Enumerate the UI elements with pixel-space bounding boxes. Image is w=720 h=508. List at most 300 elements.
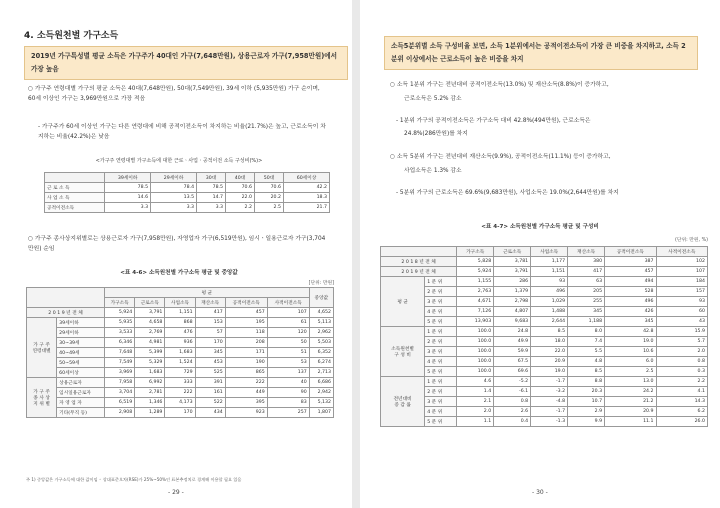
table-row [27, 398, 334, 408]
table-cell: 137 [267, 368, 309, 378]
table-note: 주 1) 중앙값은 가구소득에 대한 값이임 ◦ 상대표준오차(RSE)가 25%~50%인 표본추정치로 경계해 이용할 필요 있음 [26, 477, 242, 482]
table-cell: 5,399 [135, 348, 165, 358]
table-cell: 2.0 [656, 347, 707, 357]
column-header: 30대 [197, 173, 226, 183]
table-cell: 5,828 [457, 257, 494, 267]
table-cell: 171 [225, 348, 267, 358]
paragraph-q1-sub: - 1분위 가구의 공적이전소득은 가구소득 대비 42.8%(494만원), 근로소득은 [396, 118, 591, 124]
table-cell: 70.6 [226, 183, 255, 193]
table-cell: 2.6 [494, 407, 531, 417]
table-cell: 6,346 [105, 338, 135, 348]
column-header: 사업소득 [165, 298, 195, 308]
table-row [27, 358, 334, 368]
table-cell: 195 [225, 318, 267, 328]
table-cell: 10.6 [605, 347, 656, 357]
table-cell: 3.3 [197, 203, 226, 213]
table-cell: 2.5 [255, 203, 284, 213]
summary-box: 2019년 가구특성별 평균 소득은 가구주가 40대인 가구(7,648만원), 상용근로자 가구(7,958만원)에서 가장 높음 [24, 46, 348, 80]
table-cell: 0.3 [656, 367, 707, 377]
table-row [27, 388, 334, 398]
table-cell: 170 [165, 408, 195, 418]
table-cell: 333 [165, 378, 195, 388]
table-cell: 205 [568, 287, 605, 297]
table-cell: 6,274 [309, 358, 333, 368]
table-cell: 6.0 [605, 357, 656, 367]
table-row [27, 378, 334, 388]
table-cell: -4.8 [531, 397, 568, 407]
table-cell: 3,791 [135, 308, 165, 318]
table-cell: 208 [225, 338, 267, 348]
table-cell: 13,903 [457, 317, 494, 327]
table-caption: <표 4-7> 소득원천별 가구소득 평균 및 구성비 [481, 224, 599, 230]
table-cell: 13.0 [605, 377, 656, 387]
table-row [45, 193, 330, 203]
small-caption: <가구주 연령대별 가구소득에 대한 근로ㆍ사업ㆍ공적이전 소득 구성비(%)> [95, 158, 263, 164]
table-cell: 자 영 업 자 [57, 398, 105, 408]
table-cell: 18.3 [284, 193, 330, 203]
table-cell: 380 [568, 257, 605, 267]
table-cell: 19.0 [605, 337, 656, 347]
column-header: 근로소득 [135, 298, 165, 308]
table-cell: 29세이하 [57, 328, 105, 338]
table-cell: 387 [605, 257, 656, 267]
table-row [27, 348, 334, 358]
table-cell: 70.6 [255, 183, 284, 193]
table-cell: 417 [195, 308, 225, 318]
column-header: 29세이하 [151, 173, 197, 183]
table-cell: 222 [225, 378, 267, 388]
table-cell: 5 분 위 [425, 367, 457, 377]
table-cell: 1,177 [531, 257, 568, 267]
table-cell: 395 [225, 398, 267, 408]
paragraph-age: ○ 가구주 연령대별 가구의 평균 소득은 40대(7,648만원), 50대(7,549만원), 39세 이하 (5,935만원) 가구 순이며, 60세 이상인 가구는 3,969만원으로 가장 적음 [28, 86, 320, 102]
table-row [381, 387, 708, 397]
table-cell: 1,807 [309, 408, 333, 418]
table-cell: 5,329 [135, 358, 165, 368]
table-row [27, 408, 334, 418]
table-cell: 21.7 [284, 203, 330, 213]
table-cell: 9.9 [568, 417, 605, 427]
table-cell: 2,962 [309, 328, 333, 338]
table-cell: 5,113 [309, 318, 333, 328]
table-cell: 4.1 [656, 387, 707, 397]
table-cell: 14.6 [105, 193, 151, 203]
column-header: 재산소득 [195, 298, 225, 308]
table-row [381, 327, 708, 337]
table-cell: 2,781 [135, 388, 165, 398]
table-cell: 15.9 [656, 327, 707, 337]
column-header: 가구소득 [105, 298, 135, 308]
table-cell: 107 [267, 308, 309, 318]
table-cell: 14.3 [656, 397, 707, 407]
table-cell: 345 [605, 317, 656, 327]
table-cell: 사 업 소 득 [45, 193, 105, 203]
column-header: 39세이하 [105, 173, 151, 183]
table-cell: 20.3 [568, 387, 605, 397]
table-cell: 11.1 [605, 417, 656, 427]
column-header: 사적이전소득 [656, 247, 707, 257]
table-cell: 기타(무직 등) [57, 408, 105, 418]
table-cell: 1,029 [531, 297, 568, 307]
table-cell: 50 [267, 338, 309, 348]
row-group-label: 소득원천별 구 성 비 [381, 327, 425, 377]
column-header: 40대 [226, 173, 255, 183]
table-cell: 4.8 [568, 357, 605, 367]
right-page [360, 0, 720, 508]
column-header: 50대 [255, 173, 284, 183]
column-header: 중앙값 [309, 288, 333, 308]
table-cell: 7,958 [105, 378, 135, 388]
table-cell: 2,908 [105, 408, 135, 418]
summary-box: 소득5분위별 소득 구성비율 보면, 소득 1분위에서는 공적이전소득이 가장 큰 비중을 차지하고, 소득 2분위 이상에서는 근로소득이 높은 비중을 차지 [384, 36, 698, 70]
quintile-table [380, 246, 708, 427]
table-cell: 6,686 [309, 378, 333, 388]
table-cell: 120 [267, 328, 309, 338]
table-cell: 1,151 [165, 308, 195, 318]
table-cell: 26.0 [656, 417, 707, 427]
table-cell: -1.3 [531, 417, 568, 427]
page-number: - 29 - [168, 489, 184, 496]
table-row [381, 337, 708, 347]
table-cell: 434 [195, 408, 225, 418]
table-cell: 59.9 [494, 347, 531, 357]
table-cell: 53 [267, 358, 309, 368]
table-cell: 729 [165, 368, 195, 378]
table-cell: 457 [605, 267, 656, 277]
table-cell: -5.2 [494, 377, 531, 387]
table-row [27, 308, 334, 318]
table-row [45, 203, 330, 213]
table-cell: 118 [225, 328, 267, 338]
table-cell: 102 [656, 257, 707, 267]
table-cell: 1,188 [568, 317, 605, 327]
table-cell: -1.7 [531, 407, 568, 417]
table-cell: 1 분 위 [425, 327, 457, 337]
income-table [26, 287, 334, 418]
table-cell: 5,924 [105, 308, 135, 318]
table-cell: 5.5 [568, 347, 605, 357]
table-cell: 5,924 [457, 267, 494, 277]
table-cell: 14.7 [197, 193, 226, 203]
table-cell: 457 [225, 308, 267, 318]
table-cell: 8.5 [531, 327, 568, 337]
table-row [27, 318, 334, 328]
table-cell: 1,683 [165, 348, 195, 358]
table-cell: 93 [656, 297, 707, 307]
unit-label: [단위: 만원] [308, 281, 334, 286]
table-row [381, 267, 708, 277]
table-cell: 20.9 [531, 357, 568, 367]
table-row [381, 317, 708, 327]
table-cell: 5.7 [656, 337, 707, 347]
table-cell: 476 [165, 328, 195, 338]
table-cell: 13.5 [151, 193, 197, 203]
row-group-label: 가 구 주 연령대별 [27, 318, 57, 378]
table-cell: 0.8 [494, 397, 531, 407]
table-cell: 255 [568, 297, 605, 307]
table-cell: 100.0 [457, 327, 494, 337]
table-cell: 923 [225, 408, 267, 418]
row-label: 2 0 1 9 년 전 체 [381, 267, 457, 277]
table-cell: 8.5 [568, 367, 605, 377]
table-cell: 60 [656, 307, 707, 317]
table-cell: 1 분 위 [425, 377, 457, 387]
table-cell: 1.4 [457, 387, 494, 397]
table-cell: 184 [656, 277, 707, 287]
table-row [381, 417, 708, 427]
table-cell: 0.8 [656, 357, 707, 367]
table-cell: 4 분 위 [425, 357, 457, 367]
table-cell: 30~39세 [57, 338, 105, 348]
table-row [381, 347, 708, 357]
table-cell: 157 [656, 287, 707, 297]
table-cell: 2.0 [457, 407, 494, 417]
table-cell: 5,935 [105, 318, 135, 328]
table-cell: 상용근로자 [57, 378, 105, 388]
table-cell: 78.5 [197, 183, 226, 193]
table-cell: 39세이하 [57, 318, 105, 328]
row-group-label: 가 구 주 종 사 상 지 위 별 [27, 378, 57, 418]
table-cell: 0.4 [494, 417, 531, 427]
left-page [0, 0, 353, 508]
table-cell: 3.3 [105, 203, 151, 213]
column-header: 공적이전소득 [605, 247, 656, 257]
table-cell: 10.7 [568, 397, 605, 407]
table-cell: 1,488 [531, 307, 568, 317]
page-number: - 30 - [532, 489, 548, 496]
table-row [381, 297, 708, 307]
table-cell: 449 [225, 388, 267, 398]
row-group-label: 전년대비 증 감 률 [381, 377, 425, 427]
table-row [381, 407, 708, 417]
table-cell: 8.0 [568, 327, 605, 337]
table-cell: 5 분 위 [425, 417, 457, 427]
column-header: 가구소득 [457, 247, 494, 257]
table-row [381, 397, 708, 407]
table-cell: -1.7 [531, 377, 568, 387]
table-cell: 936 [165, 338, 195, 348]
table-cell: 865 [225, 368, 267, 378]
table-cell: 2,769 [135, 328, 165, 338]
table-cell: 61 [267, 318, 309, 328]
table-cell: 153 [195, 318, 225, 328]
table-cell: 24.2 [605, 387, 656, 397]
table-cell: 2.5 [605, 367, 656, 377]
table-row [381, 257, 708, 267]
table-cell: 18.0 [531, 337, 568, 347]
table-cell: 496 [605, 297, 656, 307]
table-cell: 69.6 [494, 367, 531, 377]
table-row [27, 328, 334, 338]
table-row [381, 367, 708, 377]
table-cell: 3,969 [105, 368, 135, 378]
row-label: 2 0 1 9 년 전 체 [27, 308, 105, 318]
table-cell: 9,683 [494, 317, 531, 327]
table-cell: 2 분 위 [425, 387, 457, 397]
table-cell: 22.0 [226, 193, 255, 203]
table-cell: 90 [267, 388, 309, 398]
table-cell: 7,549 [105, 358, 135, 368]
table-cell: 49.9 [494, 337, 531, 347]
table-cell: 21.2 [605, 397, 656, 407]
table-cell: 8.8 [568, 377, 605, 387]
row-label: 2 0 1 8 년 전 체 [381, 257, 457, 267]
table-cell: 1,151 [531, 267, 568, 277]
table-cell: 161 [195, 388, 225, 398]
section-title: 4. 소득원천별 가구소득 [24, 31, 119, 41]
table-row [45, 183, 330, 193]
table-cell: 57 [195, 328, 225, 338]
table-cell: 7.4 [568, 337, 605, 347]
table-cell: 391 [195, 378, 225, 388]
table-cell: 190 [225, 358, 267, 368]
table-cell: 42.2 [284, 183, 330, 193]
table-cell: 2,713 [309, 368, 333, 378]
paragraph-q1: ○ 소득 1분위 가구는 전년대비 공적이전소득(13.0%) 및 재산소득(8.8%)이 증가하고, [390, 82, 609, 88]
table-cell: 494 [605, 277, 656, 287]
table-cell: 426 [605, 307, 656, 317]
table-cell: 522 [195, 398, 225, 408]
column-header: 재산소득 [568, 247, 605, 257]
table-cell: 100.0 [457, 357, 494, 367]
table-cell: 3 분 위 [425, 347, 457, 357]
table-cell: 1.1 [457, 417, 494, 427]
table-caption: <표 4-6> 소득원천별 가구소득 평균 및 중앙값 [120, 270, 238, 276]
row-group-label: 평 균 [381, 277, 425, 327]
table-cell: 50~59세 [57, 358, 105, 368]
table-cell: 6.2 [656, 407, 707, 417]
table-cell: 5 분 위 [425, 317, 457, 327]
table-cell: 2,763 [457, 287, 494, 297]
table-cell: 3 분 위 [425, 297, 457, 307]
table-cell: 19.0 [531, 367, 568, 377]
table-cell: 3,704 [105, 388, 135, 398]
column-header: 공적이전소득 [225, 298, 267, 308]
table-cell: 3 분 위 [425, 397, 457, 407]
table-cell: 345 [568, 307, 605, 317]
table-cell: 528 [605, 287, 656, 297]
table-row [381, 287, 708, 297]
table-cell: 4,807 [494, 307, 531, 317]
table-cell: 1,524 [165, 358, 195, 368]
table-cell: 78.4 [151, 183, 197, 193]
table-row [27, 368, 334, 378]
table-cell: 2,798 [494, 297, 531, 307]
table-cell: 63 [568, 277, 605, 287]
paragraph-age-sub: - 가구주가 60세 이상인 가구는 다른 연령대에 비해 공적이전소득이 차지하는 비율(21.7%)은 높고, 근로소득이 차지하는 비율(42.2%)은 낮음 [38, 124, 326, 140]
table-cell: 3,791 [494, 267, 531, 277]
table-cell: 60세이상 [57, 368, 105, 378]
table-row [27, 338, 334, 348]
table-cell: 4,981 [135, 338, 165, 348]
table-cell: 43 [656, 317, 707, 327]
table-row [381, 247, 708, 257]
table-cell: 170 [195, 338, 225, 348]
table-cell: 100.0 [457, 367, 494, 377]
table-cell: 525 [195, 368, 225, 378]
table-cell: 2.2 [656, 377, 707, 387]
table-cell: 1,155 [457, 277, 494, 287]
table-cell: 1,346 [135, 398, 165, 408]
table-cell: 257 [267, 408, 309, 418]
table-cell: 5,503 [309, 338, 333, 348]
column-header: 사업소득 [531, 247, 568, 257]
paragraph-q1-sub-cont: 24.8%(286만원)를 차지 [404, 131, 468, 137]
composition-table [44, 172, 330, 213]
table-cell: 7,126 [457, 307, 494, 317]
table-cell: 22.0 [531, 347, 568, 357]
table-cell: 4,173 [165, 398, 195, 408]
table-cell: 42.8 [605, 327, 656, 337]
paragraph-q1-cont: 근로소득은 5.2% 감소 [404, 96, 462, 102]
table-cell: 67.5 [494, 357, 531, 367]
table-cell: 4 분 위 [425, 407, 457, 417]
table-cell: 453 [195, 358, 225, 368]
table-cell: 83 [267, 398, 309, 408]
table-cell: 4,652 [309, 308, 333, 318]
paragraph-status: ○ 가구주 종사상지위별로는 상용근로자 가구(7,958만원), 자영업자 가구(6,519만원), 임시ㆍ일용근로자 가구(3,704만원) 순임 [28, 236, 326, 252]
table-row [27, 288, 334, 298]
column-header: 60세이상 [284, 173, 330, 183]
table-cell: 222 [165, 388, 195, 398]
table-cell: 2,644 [531, 317, 568, 327]
corner-cell [381, 247, 457, 257]
table-cell: 5,132 [309, 398, 333, 408]
table-cell: 1 분 위 [425, 277, 457, 287]
column-header: 근로소득 [494, 247, 531, 257]
table-row [381, 357, 708, 367]
corner-cell [27, 288, 105, 308]
column-header: 사적이전소득 [267, 298, 309, 308]
table-cell: 286 [494, 277, 531, 287]
table-cell: 3,781 [494, 257, 531, 267]
column-header [45, 173, 105, 183]
table-cell: 2.9 [568, 407, 605, 417]
table-cell: 공적이전소득 [45, 203, 105, 213]
table-cell: 3.3 [151, 203, 197, 213]
table-cell: 20.9 [605, 407, 656, 417]
paragraph-q5-cont: 사업소득은 1.3% 감소 [404, 168, 462, 174]
paragraph-q5-sub: - 5분위 가구의 근로소득은 69.6%(9,683만원), 사업소득은 19.0%(2,644만원)를 차지 [396, 190, 619, 196]
group-header: 평 균 [105, 288, 310, 298]
table-cell: 417 [568, 267, 605, 277]
table-cell: 6,992 [135, 378, 165, 388]
table-cell: 51 [267, 348, 309, 358]
table-cell: 근 로 소 득 [45, 183, 105, 193]
table-cell: 임시일용근로자 [57, 388, 105, 398]
table-cell: 40 [267, 378, 309, 388]
table-cell: 868 [165, 318, 195, 328]
table-cell: -6.1 [494, 387, 531, 397]
paragraph-q5: ○ 소득 5분위 가구는 전년대비 재산소득(9.9%), 공적이전소득(11.1%) 등이 증가하고, [390, 154, 611, 160]
table-cell: 24.8 [494, 327, 531, 337]
table-cell: 1,683 [135, 368, 165, 378]
table-cell: 4,671 [457, 297, 494, 307]
table-cell: 345 [195, 348, 225, 358]
table-cell: 2.2 [226, 203, 255, 213]
table-row [381, 277, 708, 287]
table-cell: 107 [656, 267, 707, 277]
table-row [381, 377, 708, 387]
table-cell: 6,519 [105, 398, 135, 408]
table-cell: 1,379 [494, 287, 531, 297]
table-cell: 40~49세 [57, 348, 105, 358]
table-row [45, 173, 330, 183]
table-cell: 93 [531, 277, 568, 287]
table-cell: 100.0 [457, 337, 494, 347]
table-cell: 20.2 [255, 193, 284, 203]
table-cell: 78.5 [105, 183, 151, 193]
